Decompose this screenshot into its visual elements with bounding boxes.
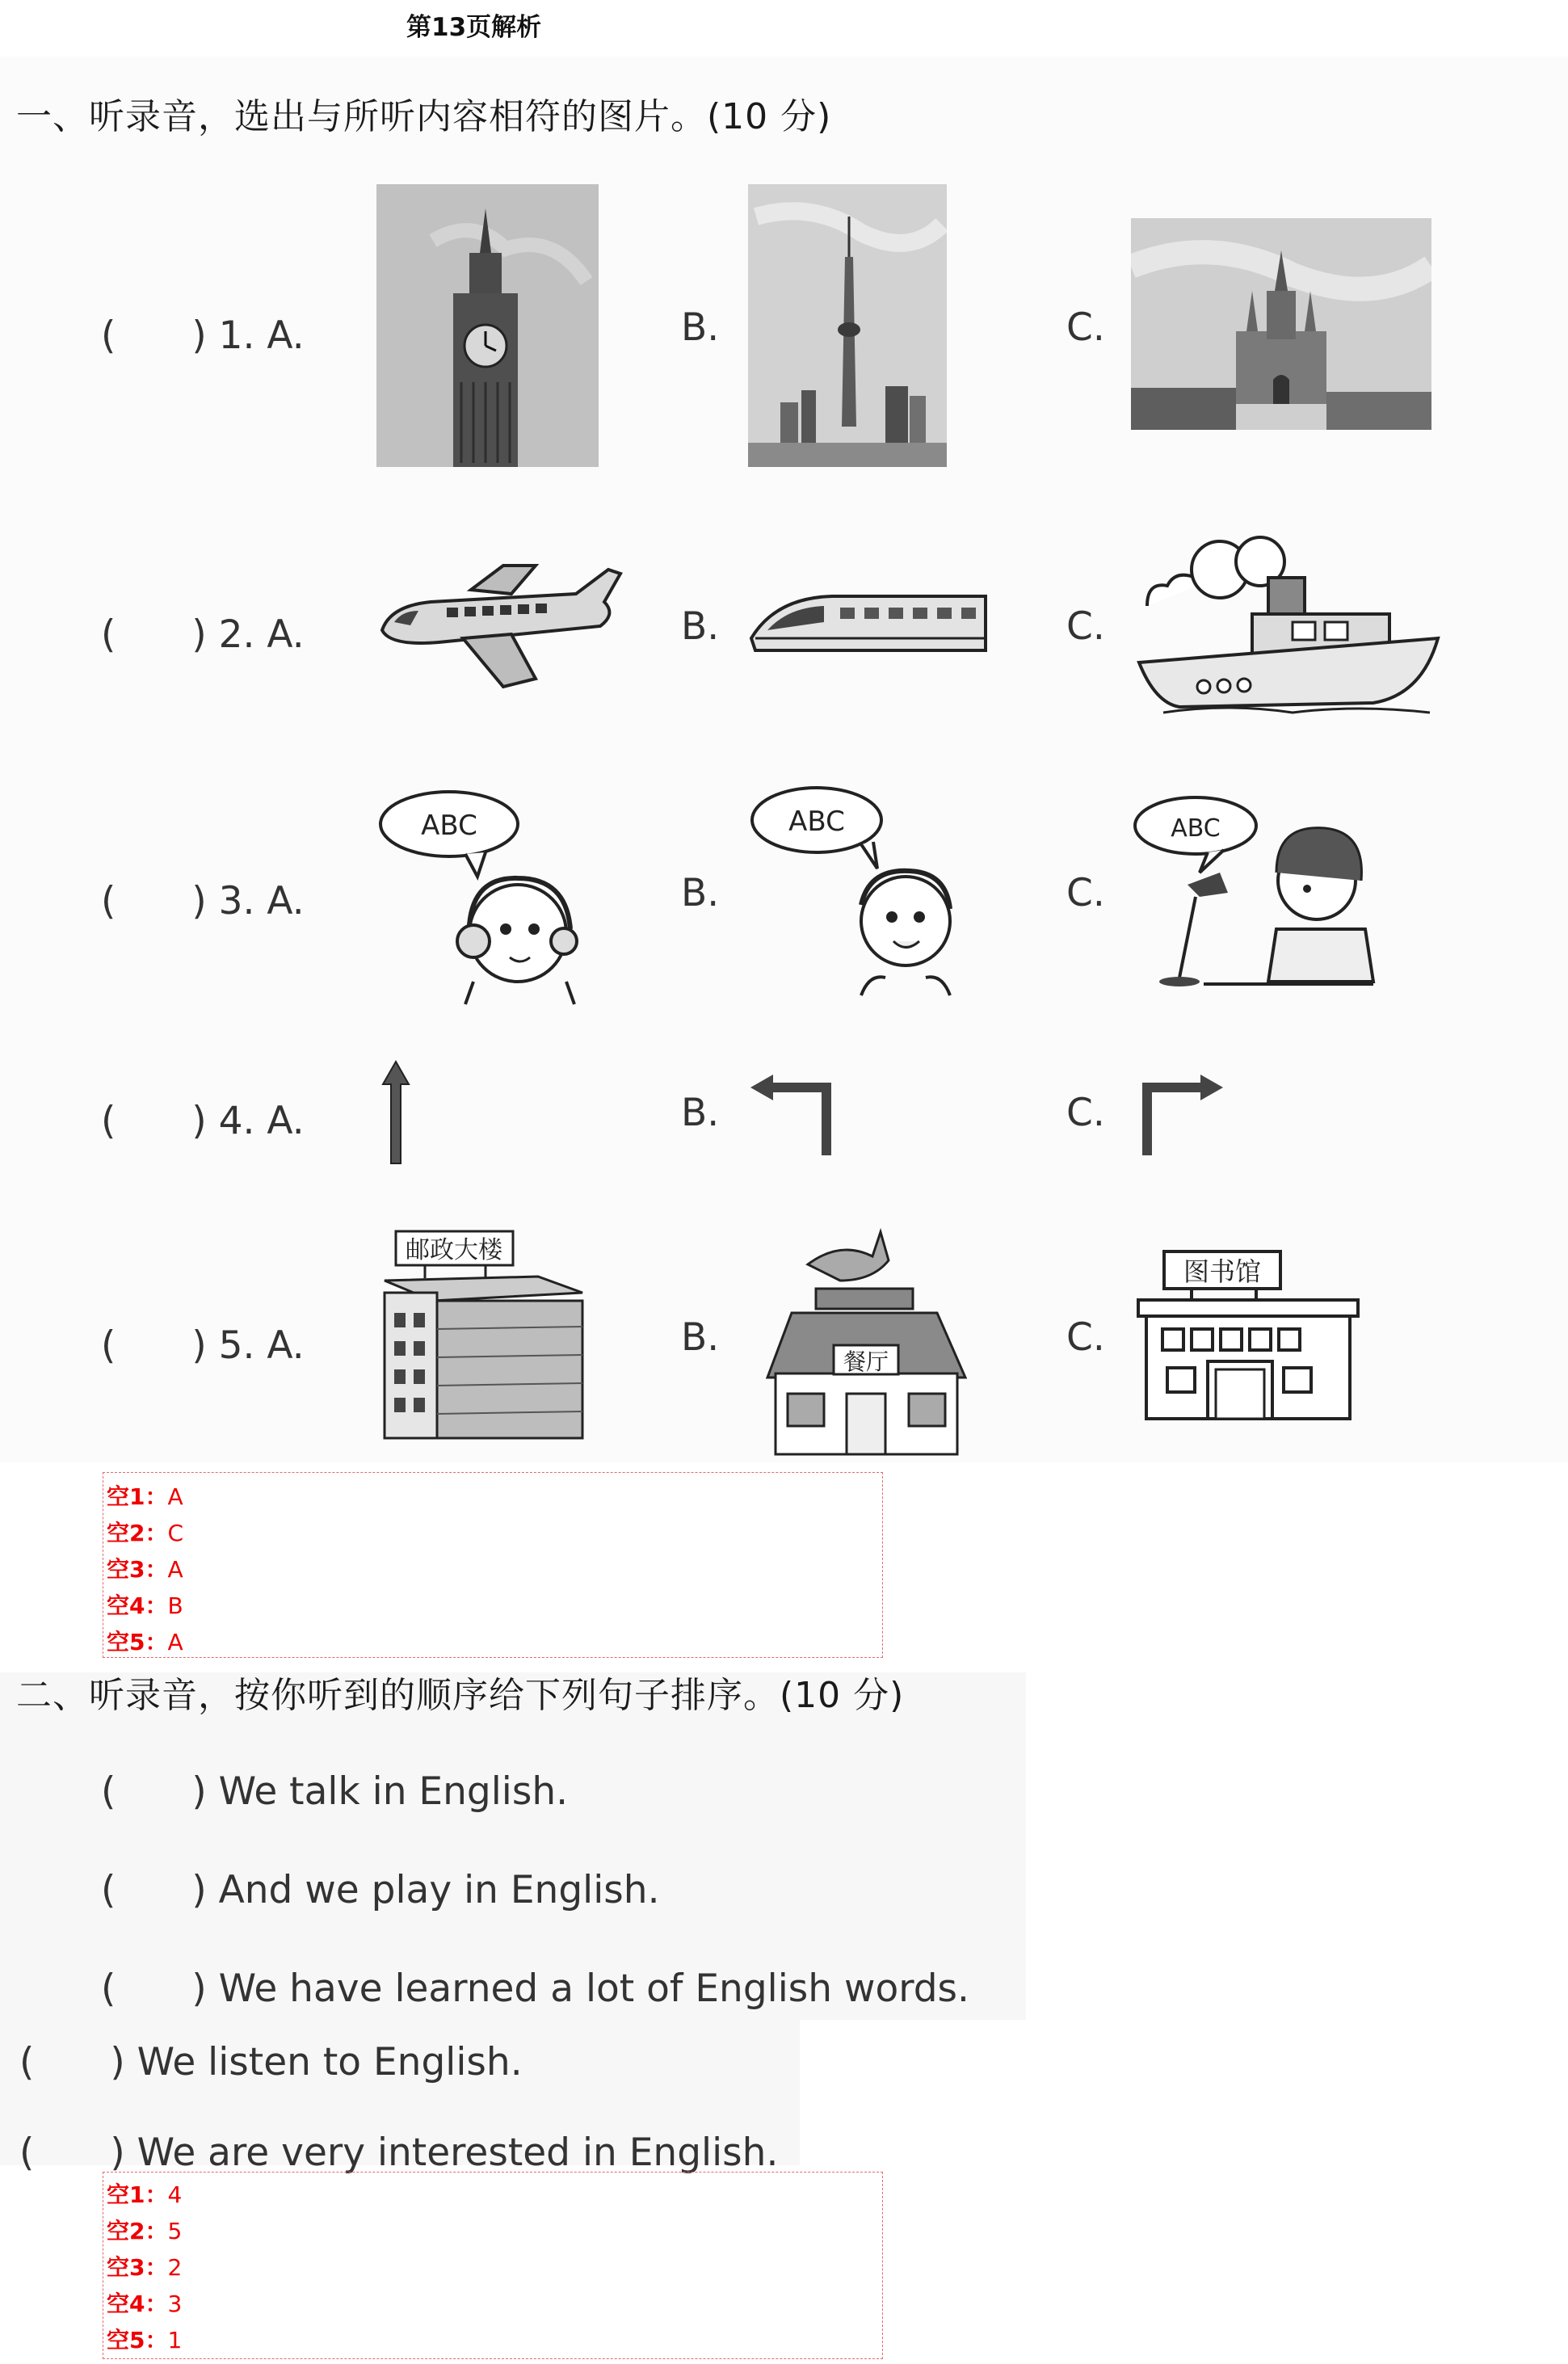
answer-value: 2 [167, 2254, 183, 2281]
answer-value: 1 [167, 2327, 183, 2353]
boy-writing-drawing[interactable] [1131, 792, 1381, 994]
airplane-drawing[interactable] [374, 557, 633, 695]
q4-prefix: ( ) 4. A. [101, 1099, 305, 1143]
answer-box-section2 [103, 2172, 883, 2359]
answer-label: 空5： [107, 2327, 168, 2353]
speech-bubble-text-c: ABC [1171, 814, 1221, 843]
q1-prefix: ( ) 1. A. [101, 313, 305, 358]
q5-prefix: ( ) 5. A. [101, 1323, 305, 1368]
answer-label: 空3： [107, 1556, 168, 1583]
answer-label: 空1： [107, 2181, 168, 2208]
q5-option-c: C. [1066, 1315, 1105, 1360]
page-title: 第13页解析 [406, 13, 542, 42]
answer-box-section1 [103, 1472, 883, 1658]
post-office-sign: 邮政大楼 [406, 1236, 502, 1264]
q1-option-c: C. [1066, 305, 1105, 350]
answer-line [107, 2214, 182, 2246]
post-office-drawing[interactable] [376, 1228, 591, 1442]
answer-label: 空4： [107, 1592, 168, 1619]
sentence-3: ( ) We have learned a lot of English words. [101, 1966, 969, 2011]
answer-value: A [167, 1556, 183, 1583]
answer-line [107, 1625, 183, 1657]
arrow-straight-icon[interactable] [380, 1060, 412, 1165]
q4-option-c: C. [1066, 1091, 1105, 1135]
q3-option-b: B. [681, 871, 720, 915]
girl-headphones-drawing[interactable] [376, 788, 611, 1006]
answer-line [107, 1479, 183, 1512]
sentence-5: ( ) We are very interested in English. [19, 2131, 779, 2175]
answer-line [107, 2323, 182, 2355]
arrow-turn-left-icon[interactable] [747, 1071, 836, 1156]
sentence-2: ( ) And we play in English. [101, 1868, 660, 1912]
cn-tower-photo[interactable] [748, 184, 947, 467]
q5-option-b: B. [681, 1315, 720, 1360]
answer-value: B [167, 1592, 183, 1619]
answer-value: 5 [167, 2218, 183, 2244]
restaurant-drawing[interactable] [759, 1224, 973, 1458]
answer-value: A [167, 1483, 183, 1510]
ship-drawing[interactable] [1131, 525, 1446, 719]
q3-option-c: C. [1066, 871, 1105, 915]
answer-label: 空2： [107, 1520, 168, 1546]
restaurant-sign: 餐厅 [843, 1348, 889, 1375]
q1-option-b: B. [681, 305, 720, 350]
answer-line [107, 1552, 183, 1584]
boy-talking-drawing[interactable] [748, 784, 982, 1002]
answer-line [107, 1516, 183, 1548]
q3-prefix: ( ) 3. A. [101, 879, 305, 923]
answer-value: 4 [167, 2181, 183, 2208]
sentence-1: ( ) We talk in English. [101, 1769, 569, 1814]
answer-line [107, 2177, 182, 2210]
answer-label: 空2： [107, 2218, 168, 2244]
q4-option-b: B. [681, 1091, 720, 1135]
answer-label: 空4： [107, 2290, 168, 2317]
answer-label: 空5： [107, 1629, 168, 1655]
answer-line [107, 2250, 182, 2282]
library-sign: 图书馆 [1183, 1256, 1262, 1287]
answer-line [107, 2286, 182, 2319]
answer-label: 空3： [107, 2254, 168, 2281]
section2-title: 二、听录音，按你听到的顺序给下列句子排序。(10 分) [16, 1675, 905, 1716]
answer-value: C [167, 1520, 184, 1546]
train-drawing[interactable] [743, 590, 994, 658]
q2-option-c: C. [1066, 604, 1105, 649]
sentence-4: ( ) We listen to English. [19, 2040, 523, 2084]
answer-value: 3 [167, 2290, 183, 2317]
section1-title: 一、听录音，选出与所听内容相符的图片。(10 分) [16, 96, 832, 137]
answer-line [107, 1588, 183, 1621]
q2-prefix: ( ) 2. A. [101, 612, 305, 657]
castle-photo[interactable] [1131, 218, 1431, 430]
speech-bubble-text-b: ABC [788, 806, 845, 838]
answer-value: A [167, 1629, 183, 1655]
arrow-turn-right-icon[interactable] [1137, 1071, 1226, 1156]
speech-bubble-text-a: ABC [421, 810, 477, 842]
big-ben-photo[interactable] [376, 184, 599, 467]
library-drawing[interactable] [1135, 1248, 1361, 1422]
q2-option-b: B. [681, 604, 720, 649]
answer-label: 空1： [107, 1483, 168, 1510]
